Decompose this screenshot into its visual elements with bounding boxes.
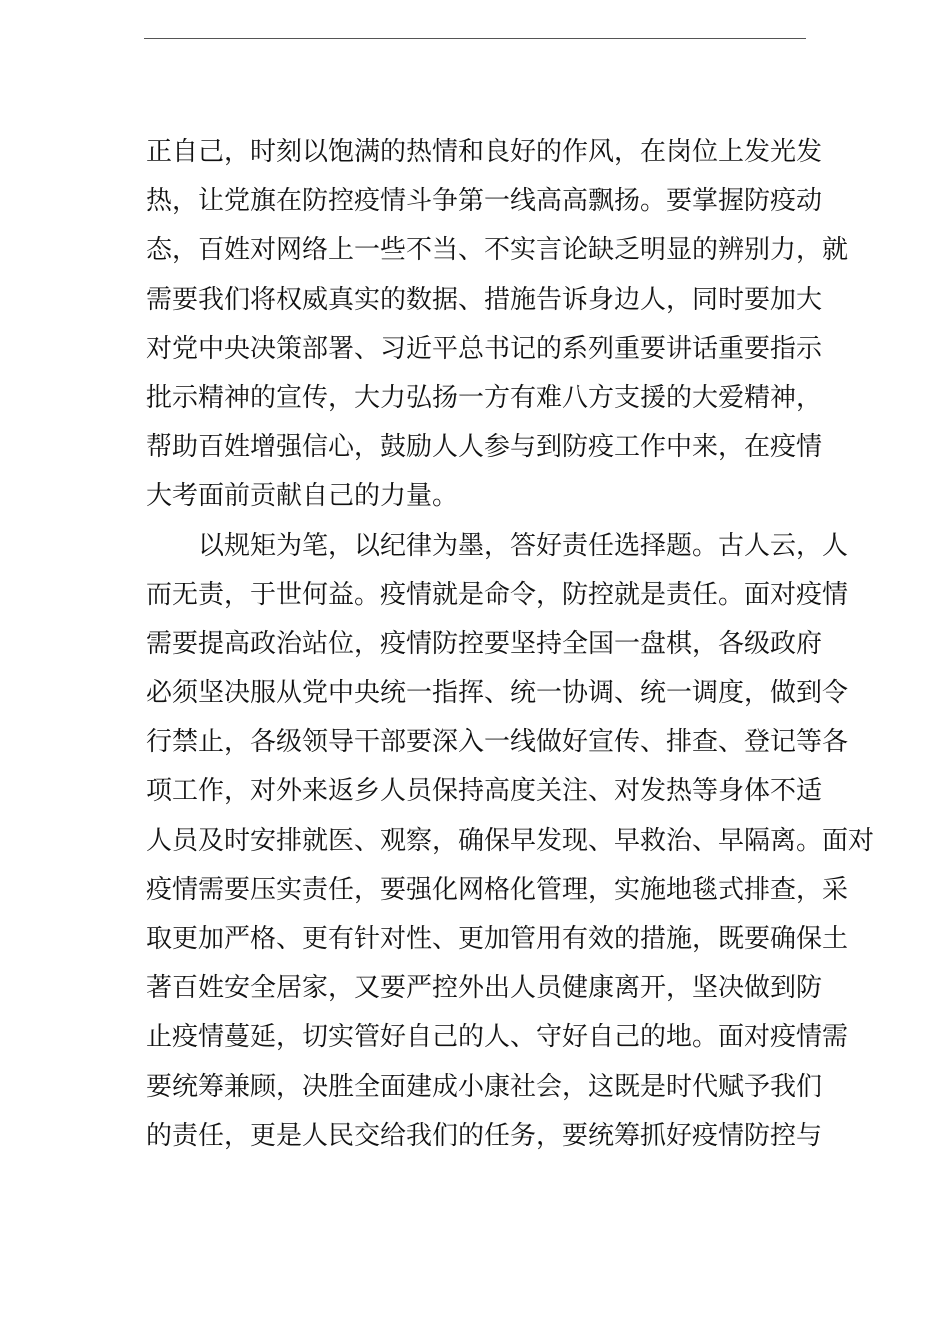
text-line: 大考面前贡献自己的力量。 <box>146 481 459 512</box>
text-line: 人员及时安排就医、观察，确保早发现、早救治、早隔离。面对 <box>146 825 875 856</box>
text-line: 而无责，于世何益。疫情就是命令，防控就是责任。面对疫情 <box>146 579 849 610</box>
text-line: 取更加严格、更有针对性、更加管用有效的措施，既要确保土 <box>146 924 849 954</box>
text-line: 以规矩为笔，以纪律为墨，答好责任选择题。古人云，人 <box>198 530 849 561</box>
text-line: 需要我们将权威真实的数据、措施告诉身边人，同时要加大 <box>146 284 823 315</box>
header-rule <box>144 38 806 39</box>
text-line: 项工作，对外来返乡人员保持高度关注、对发热等身体不适 <box>146 776 823 807</box>
text-line: 著百姓安全居家，又要严控外出人员健康离开，坚决做到防 <box>146 973 823 1004</box>
document-body <box>146 128 875 1161</box>
text-line: 需要提高政治站位，疫情防控要坚持全国一盘棋，各级政府 <box>146 628 823 659</box>
text-line: 的责任，更是人民交给我们的任务，要统筹抓好疫情防控与 <box>146 1120 823 1151</box>
text-line: 对党中央决策部署、习近平总书记的系列重要讲话重要指示 <box>146 333 823 364</box>
text-line: 正自己，时刻以饱满的热情和良好的作风，在岗位上发光发 <box>146 137 823 167</box>
text-line: 热，让党旗在防控疫情斗争第一线高高飘扬。要掌握防疫动 <box>146 186 823 217</box>
text-line: 帮助百姓增强信心，鼓励人人参与到防疫工作中来，在疫情 <box>146 432 823 463</box>
paragraph <box>146 128 849 522</box>
text-line: 止疫情蔓延，切实管好自己的人、守好自己的地。面对疫情需 <box>146 1022 849 1053</box>
text-line: 必须坚决服从党中央统一指挥、统一协调、统一调度，做到令 <box>146 678 849 709</box>
paragraph <box>146 522 875 1161</box>
text-line: 疫情需要压实责任，要强化网格化管理，实施地毯式排查，采 <box>146 874 849 905</box>
text-line: 行禁止，各级领导干部要深入一线做好宣传、排查、登记等各 <box>146 727 849 758</box>
text-line: 态，百姓对网络上一些不当、不实言论缺乏明显的辨别力，就 <box>146 235 849 266</box>
text-line: 要统筹兼顾，决胜全面建成小康社会，这既是时代赋予我们 <box>146 1071 823 1102</box>
text-line: 批示精神的宣传，大力弘扬一方有难八方支援的大爱精神， <box>146 382 823 413</box>
